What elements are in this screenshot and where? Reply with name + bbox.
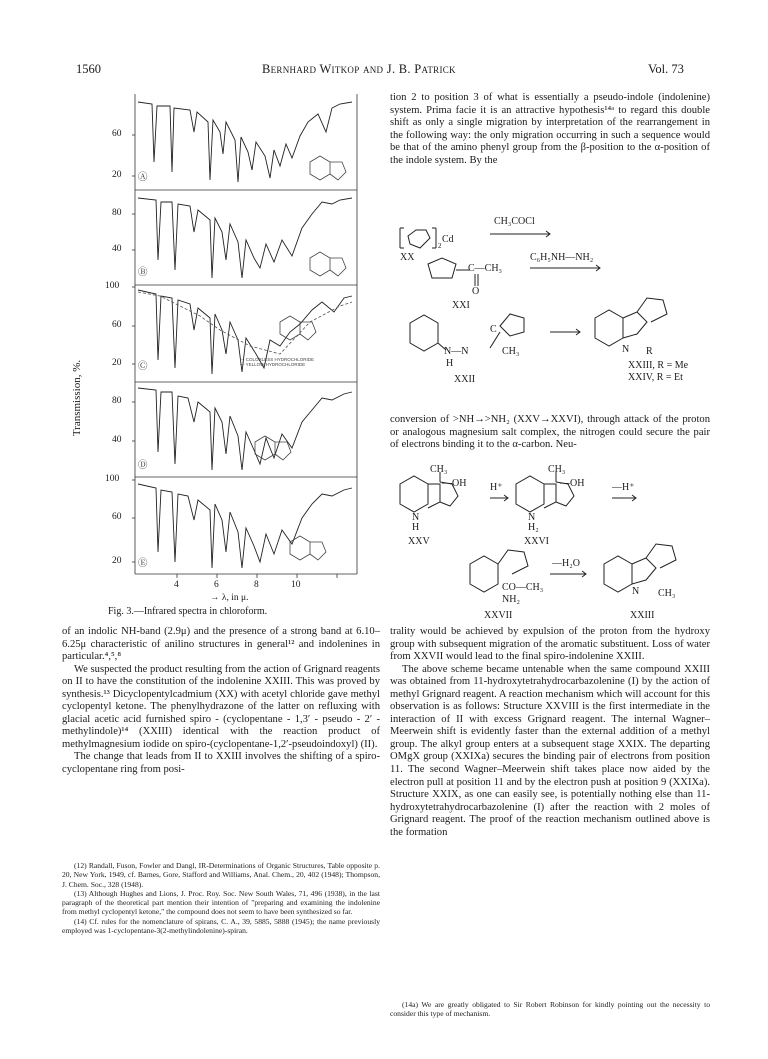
volume-label: Vol. 73	[648, 62, 684, 76]
right-column-top	[390, 92, 710, 167]
methyl-label-xxvi: CH₃	[548, 464, 566, 475]
y-tick: 20	[112, 358, 122, 368]
paragraph: The above scheme became untenable when the same compound XXIII was obtained from 11-hydroxytetrahydrocarbazolenine (I) by the action of methyl Grignard reagent. A reaction mechanism which will account for this observation is as follows: Structure XXVIII is the first intermediate in the interaction of II with excess Grignard reagent. The internal Wagner–Meerwein shift is evidently faster than the external addition of a methyl group. The alkyl group enters at a subsequent stage XXIX. The departing OMgX group (XXIXa) secures the binding pair of electrons from position 11. The second Wagner–Meerwein shift takes place now aided by the electron pull at position 11 and by the electron push at position 9 (XXIXa). Structure XXIX, as one can easily see, is potentially nothing else than 11-hydroxytetrahydrocarbazolenine (I) after the reaction with 2 moles of Grignard reagent. The proof of the reaction mechanism outlined above is the formation	[390, 663, 710, 838]
hydroxy-label-xxvi: —OH	[560, 478, 585, 489]
label-xxiii-r-me: XXIII, R = Me	[628, 360, 689, 371]
acetyl-label: CO—CH₃	[502, 582, 544, 593]
x-tick: 10	[291, 580, 301, 590]
cadmium-label: Cd	[442, 234, 454, 245]
label-c: C	[490, 324, 497, 335]
page-number: 1560	[76, 62, 101, 76]
hydroxy-label-xxv: —OH	[442, 478, 467, 489]
subscript-2: 2	[438, 242, 442, 250]
r-label: R	[646, 346, 653, 357]
x-axis-label: → λ, in μ.	[210, 593, 249, 603]
y-tick: 80	[112, 396, 122, 406]
ir-spectra-figure	[60, 92, 380, 622]
y-tick: 60	[112, 512, 122, 522]
y-axis-label: Transmission, %.	[71, 359, 83, 437]
minus-water-label: —H₂O	[552, 558, 580, 569]
reagent-acetyl-chloride: CH₃COCl	[494, 216, 535, 227]
y-tick: 100	[105, 474, 120, 484]
methyl-label-xxiii: CH₃	[658, 588, 676, 599]
paragraph: We suspected the product resulting from the action of Grignard reagents on II to have the constitution of the indolenine XXIII. This was proved by synthesis.¹³ Dicyclopentylcadmium (XX) with acetyl chloride gave methyl cyclopentyl ketone. The phenylhydrazone of the latter on refluxing with glacial acetic acid furnished spiro - (cyclopentane - 1,3′ - pseudo - 2′ - methylindole)¹⁴ (XXIII) identical with the reaction product of methylmagnesium iodide on spiro-(cyclopentane-1,2′-pseudoindoxyl) (II).	[62, 663, 380, 750]
amino-label: NH₂	[502, 594, 520, 605]
y-tick: 80	[112, 208, 122, 218]
y-tick: 60	[112, 320, 122, 330]
y-tick: 40	[112, 435, 122, 445]
h-label: H	[446, 358, 454, 369]
n-label-xxv: N	[412, 512, 420, 523]
hydrazone-nn: N—N	[444, 346, 469, 357]
footnote-14a: (14a) We are greatly obligated to Sir Robert Robinson for kindly pointing out the necessity to consider this type of mechanism.	[390, 1000, 710, 1019]
x-tick: 6	[214, 580, 219, 590]
x-tick: 4	[174, 580, 179, 590]
panel-label-a: Ⓐ	[138, 173, 148, 183]
label-xxv: XXV	[408, 536, 430, 547]
label-xxii: XXII	[454, 374, 476, 385]
ir-spectra-plot	[60, 92, 380, 622]
panel-label-d: Ⓓ	[138, 461, 148, 471]
methyl-label: CH₃	[502, 346, 520, 357]
panel-c-legend: --- COLORLESS HYDROCHLORIDE — YELLOW HYDROCHLORIDE	[240, 357, 315, 367]
y-tick: 20	[112, 556, 122, 566]
paragraph: of an indolic NH-band (2.9μ) and the presence of a strong band at 6.10–6.25μ characteristic of anilino structures in general¹² and indolenines in particular.⁴,⁵,⁸	[62, 626, 380, 663]
minus-h-plus-label: —H⁺	[612, 482, 635, 493]
reagent-phenylhydrazine: C₆H₅NH—NH₂	[530, 252, 594, 263]
reaction-scheme-1	[390, 208, 710, 398]
panel-label-b: Ⓑ	[138, 268, 148, 278]
right-column-mid	[390, 414, 710, 452]
reaction-scheme-2	[390, 464, 710, 624]
label-xxiii: XXIII	[630, 610, 655, 621]
oxygen-label: O	[472, 286, 480, 297]
left-footnotes	[62, 861, 380, 935]
panel-label-e: Ⓔ	[138, 559, 148, 569]
y-tick: 40	[112, 244, 122, 254]
h-label-xxv: H	[412, 522, 420, 533]
footnote-13: (13) Although Hughes and Lions, J. Proc. Roy. Soc. New South Wales, 71, 496 (1938), in the last paragraph of the theoretical part mention their intention of "preparing and examining the indolenine from methyl cyclopentyl ketone," the compound does not seem to have been synthesized so far.	[62, 888, 380, 917]
y-tick: 60	[112, 129, 122, 139]
panel-label-c: Ⓒ	[138, 362, 148, 372]
label-xxi: XXI	[452, 300, 470, 311]
paragraph: The change that leads from II to XXIII involves the shifting of a spiro-cyclopentane ring from posi-	[62, 751, 380, 776]
label-xxiv-r-et: XXIV, R = Et	[628, 372, 683, 383]
paragraph: conversion of >NH→>NH₂ (XXV→XXVI), through attack of the proton or analogous magnesium salt complex, the nitrogen could secure the pair of electrons binding it to the α-carbon. Neu-	[390, 414, 710, 451]
right-column-body	[390, 626, 710, 839]
running-head-authors: Bernhard Witkop and J. B. Patrick	[262, 62, 456, 76]
y-tick: 100	[105, 281, 120, 291]
footnote-14: (14) Cf. rules for the nomenclature of spirans, C. A., 39, 5885, 5888 (1945); the name previously employed was 1-cyclopentane-3(2-methylindolenine)-spiran.	[62, 916, 380, 936]
n-label: N	[622, 344, 630, 355]
left-column-body	[62, 626, 380, 777]
n-label-xxiii: N	[632, 586, 640, 597]
figure-caption: Fig. 3.—Infrared spectra in chloroform.	[108, 606, 268, 617]
label-xxvi: XXVI	[524, 536, 549, 547]
label-xxvii: XXVII	[484, 610, 513, 621]
n-label-xxvi: N	[528, 512, 536, 523]
h2-label-xxvi: H₂	[528, 522, 539, 533]
scheme-2-drawing	[390, 464, 710, 624]
right-footnote	[390, 1000, 710, 1019]
footnote-12: (12) Randall, Fuson, Fowler and Dangl, IR-Determinations of Organic Structures, Table opposite p. 20, New York, 1949, cf. Barnes, Gore, Stafford and Williams, Anal. Chem., 20, 402 (1948); Thompson, J. Chem. Soc., 328 (1948).	[62, 861, 380, 889]
y-tick: 20	[112, 170, 122, 180]
ketone-group: C—CH₃	[468, 263, 503, 274]
h-plus-label: H⁺	[490, 482, 503, 493]
methyl-label-xxv: CH₃	[430, 464, 448, 475]
paragraph: trality would be achieved by expulsion of the proton from the hydroxy group with subsequent migration of the aromatic substituent. Loss of water from XXVII would lead to the final spiro-indolenine XXIII.	[390, 626, 710, 663]
paragraph: tion 2 to position 3 of what is essentially a pseudo-indole (indolenine) system. Prima facie it is an attractive hypothesis¹⁴ᵃ to regard this double shift as only a single migration by interpretation of the rearrangement in the following way: the only migration occurring in such a sequence would be that of the amino phenyl group from the β-position to the α-position of the indole system. By the	[390, 92, 710, 166]
x-tick: 8	[254, 580, 259, 590]
label-xx: XX	[400, 252, 415, 263]
